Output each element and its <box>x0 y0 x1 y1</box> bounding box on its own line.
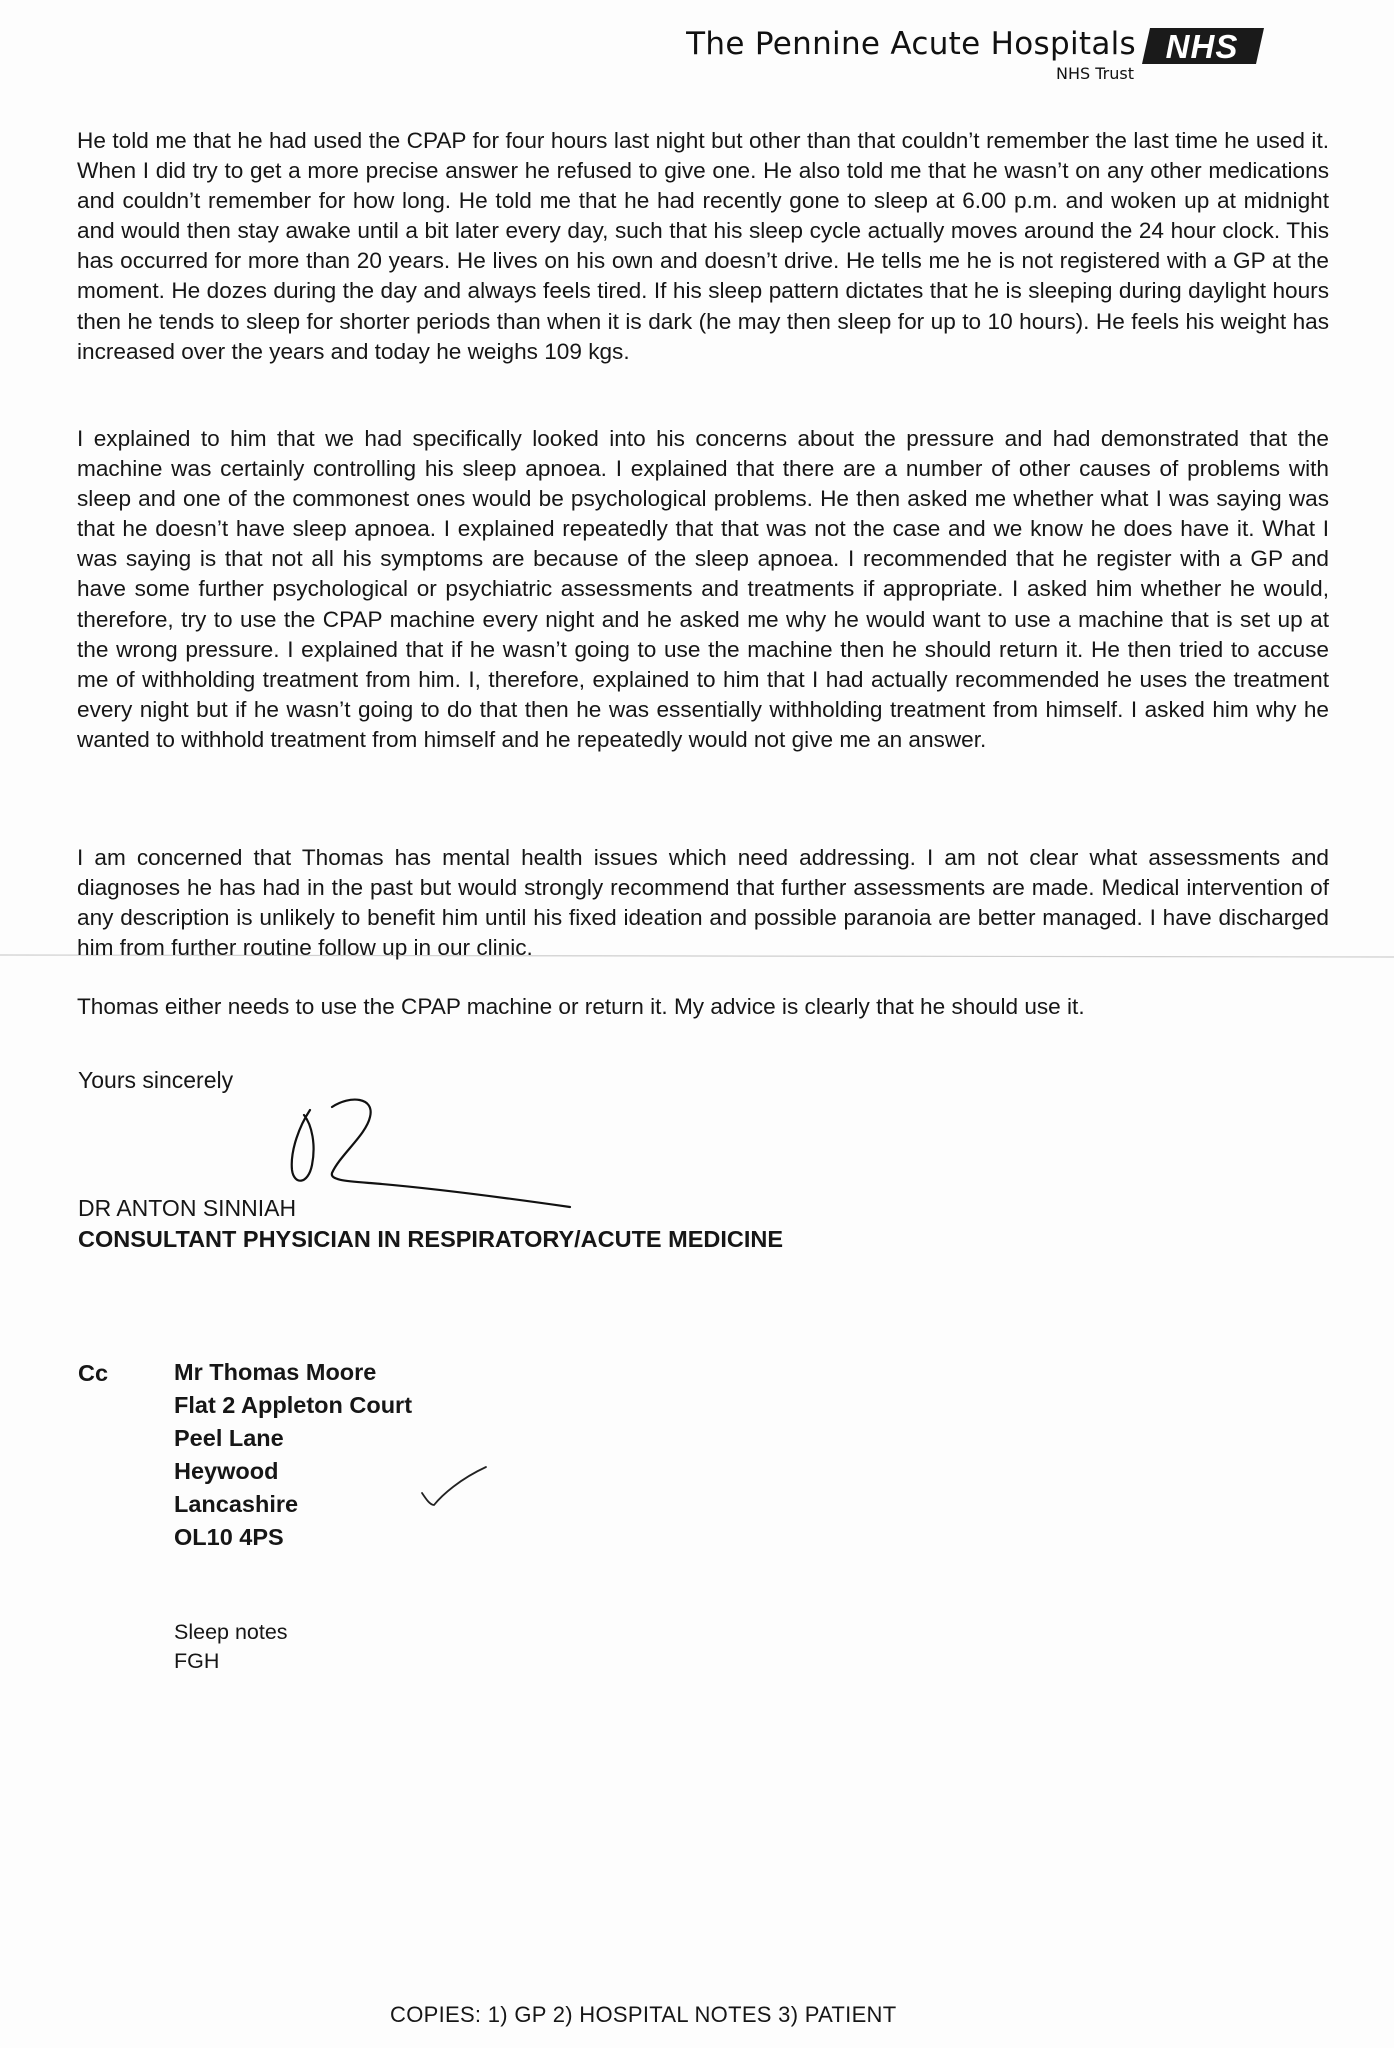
note-line: FGH <box>174 1649 220 1673</box>
address-line: Flat 2 Appleton Court <box>174 1392 413 1418</box>
paragraph-explanation: I explained to him that we had specifically looked into his concerns about the pressure and had demonstrated that the machine was certainly controlling his sleep apnoea. I explained that there are a number of other causes of problems with sleep and one of the commonest ones would be psychological problems. He then asked me whether what I was saying was that he doesn’t have sleep apnoea. I explained repeatedly that that was not the case and we know he does have it. What I was saying is that not all his symptoms are because of the sleep apnoea. I recommended that he register with a GP and have some further psychological or psychiatric assessments and treatments if appropriate. I asked him whether he would, therefore, try to use the CPAP machine every night and he asked me why he would want to use a machine that is set up at the wrong pressure. I explained that if he wasn’t going to use the machine then he should return it. He then tried to accuse me of withholding treatment from him. I, therefore, explained to him that I had actually recommended he uses the treatment every night but if he wasn’t going to do that then he was essentially withholding treatment from himself. I asked him why he wanted to withhold treatment from himself and he repeatedly would not give me an answer. <box>77 426 1329 752</box>
address-line: Peel Lane <box>174 1425 284 1451</box>
signatory-name: DR ANTON SINNIAH <box>78 1195 297 1221</box>
trust-subtitle: NHS Trust <box>1056 64 1134 83</box>
paragraph-advice: Thomas either needs to use the CPAP machine or return it. My advice is clearly that he should use it. <box>77 994 1085 1019</box>
letterhead-text <box>686 26 1136 83</box>
address-line: Mr Thomas Moore <box>174 1359 377 1385</box>
nhs-logo <box>1142 26 1264 66</box>
cc-address <box>174 1356 412 1554</box>
note-line: Sleep notes <box>174 1620 288 1644</box>
handwritten-signature <box>270 1085 580 1215</box>
address-line: Lancashire <box>174 1491 299 1517</box>
closing: Yours sincerely <box>78 1067 234 1093</box>
trust-name: The Pennine Acute Hospitals <box>686 26 1136 62</box>
handwritten-tick-mark <box>420 1465 490 1510</box>
cc-label: Cc <box>78 1360 109 1386</box>
address-line: Heywood <box>174 1458 279 1484</box>
letterhead <box>686 26 1264 83</box>
paragraph-concern: I am concerned that Thomas has mental health issues which need addressing. I am not clear what assessments and diagnoses he has had in the past but would strongly recommend that further assessments are made. Medical intervention of any description is unlikely to benefit him until his fixed ideation and possible paranoia are better managed. I have discharged him from further routine follow up in our clinic. <box>77 845 1329 961</box>
signatory-title: CONSULTANT PHYSICIAN IN RESPIRATORY/ACUTE MEDICINE <box>78 1226 784 1252</box>
paragraph-history: He told me that he had used the CPAP for four hours last night but other than that couldn’t remember the last time he used it. When I did try to get a more precise answer he refused to give one. He also told me that he wasn’t on any other medications and couldn’t remember for how long. He told me that he had recently gone to sleep at 6.00 p.m. and woken up at midnight and would then stay awake until a bit later every day, such that his sleep cycle actually moves around the 24 hour clock. This has occurred for more than 20 years. He lives on his own and doesn’t drive. He tells me he is not registered with a GP at the moment. He dozes during the day and always feels tired. If his sleep pattern dictates that he is sleeping during daylight hours then he tends to sleep for shorter periods than when it is dark (he may then sleep for up to 10 hours). He feels his weight has increased over the years and today he weighs 109 kgs. <box>77 128 1329 364</box>
svg-text:NHS: NHS <box>1165 28 1239 65</box>
copies-footer: COPIES: 1) GP 2) HOSPITAL NOTES 3) PATIENT <box>390 2002 897 2027</box>
address-line: OL10 4PS <box>174 1524 284 1550</box>
distribution-notes <box>174 1618 288 1676</box>
